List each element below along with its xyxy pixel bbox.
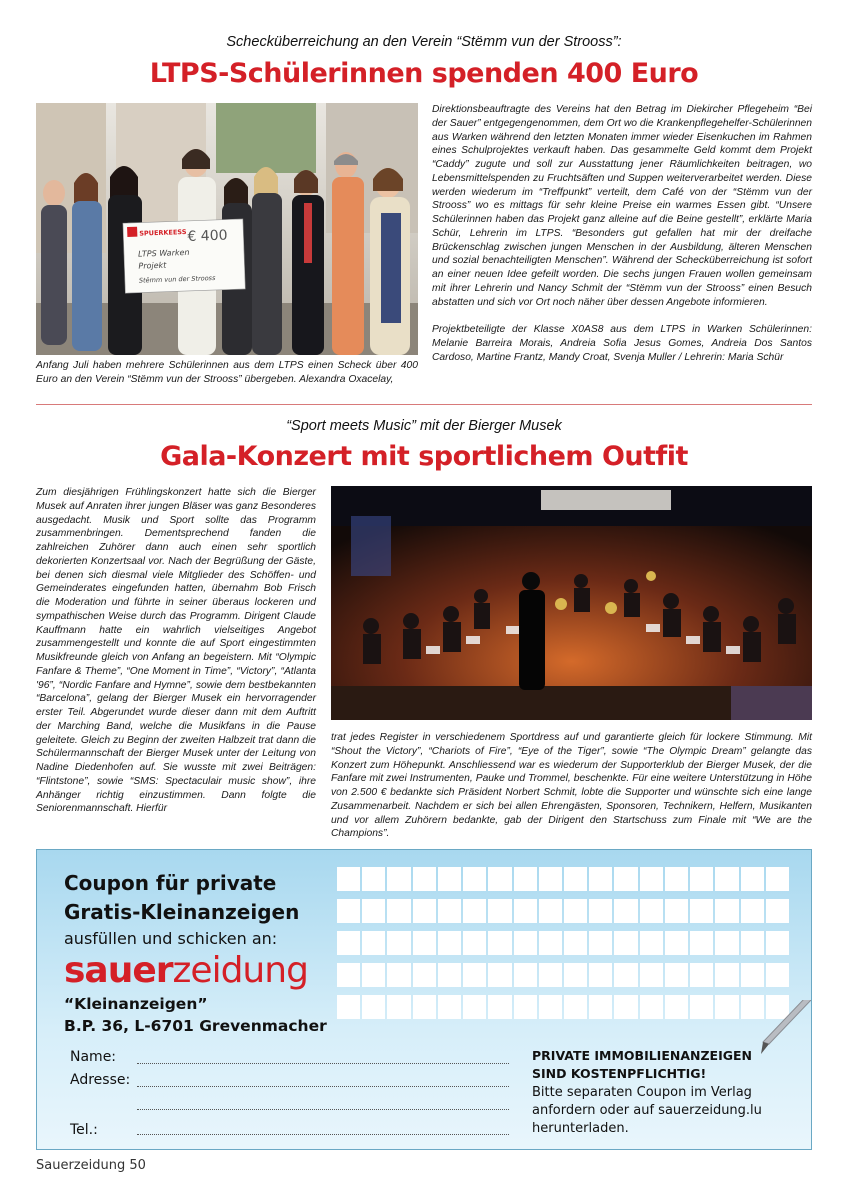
pen-icon: [753, 1000, 811, 1060]
cheque-line-1: LTPS Warken: [137, 247, 190, 259]
article2-column-left: [36, 486, 316, 816]
page-footer: Sauerzeidung 50: [36, 1158, 146, 1173]
article2-paragraph-right: trat jedes Register in verschiedenem Sportdress auf und garantierte gleich für lockere Stimmung. Mit “Shout the Victory”, “Chariots of Fire”, “Eye of the Tiger”, sowie “The Olympic Dream” gelangte das Konzert zum Höhepunkt. Anschliessend war es wiederum der Supporterklub der Bierger Musek, der die Fanfare mit zwei Instrumenten, Pauke und Trommel, beschenkte. Für eine weitere Unterstützung in Höhe von 2.500 € bedankte sich Präsident Norbert Schmit, lobte die Supporter und wünschte sich eine lange Zusammenarbeit. Nachdem er sich bei allen Ehrengästen, Sponsoren, Technikern, Helfern, Musikanten und vor allem Zuhörern bedankte, gab der Dirigent den Startschuss zum Finale mit “We are the Champions”.: [331, 732, 812, 840]
tel-field[interactable]: [137, 1134, 509, 1135]
notice-line-3: Bitte separaten Coupon im Verlag: [532, 1085, 752, 1100]
notice-line-1: PRIVATE IMMOBILIENANZEIGEN: [532, 1048, 752, 1063]
logo-part-2: zeidung: [172, 950, 308, 991]
coupon-title-line-2: Gratis-Kleinanzeigen: [64, 900, 300, 924]
cheque-line-3: Stëmm vun der Strooss: [138, 273, 216, 285]
section-divider: [36, 404, 812, 405]
article1-headline: LTPS-Schülerinnen spenden 400 Euro: [149, 58, 699, 89]
caption-text: Anfang Juli haben mehrere Schülerinnen aus dem LTPS einen Scheck über 400 Euro an den Verein “Stëmm vun der Strooss” übergeben. Alexandra Oxacelay,: [36, 360, 418, 385]
address-line-2: B.P. 36, L-6701 Grevenmacher: [64, 1017, 327, 1035]
notice-text: [532, 1084, 762, 1138]
article2-paragraph-left: Zum diesjährigen Frühlingskonzert hatte sich die Bierger Musek auf Anraten ihrer jungen Bläser was ganz Besonderes ausgedacht. Musik und Sport sollte das Programm zusammenbringen. Dementsprechend fanden die zahlreichen Zuhörer dann auch einen sehr sportlich dekorierten Konzertsaal vor. Nach der Begrüßung der Gäste, bei denen sich diesmal viele Mitglieder des Schöffen- und Gemeinderates eingefunden hatten, übernahm Bob Frisch die Moderation und führte in seiner überaus lockeren und sympathischen Weise durch das Programm. Dirigent Claude Kauffmann hatte ein wahrlich vielseitiges Angebot zusammengestellt und konnte die auf Sport eingestimmten Musikfreunde gleich von Anfang an begeistern. Mit “Olympic Fanfare & Theme”, “One Moment in Time”, “Victory”, “Atlanta '96”, “Nordic Fanfare and Hymne”, sowie dem bestbekannten “Barcelona”, gelang der Bierger Musek ein hervorragender erster Teil. Abgerundet wurde dieser dann mit dem Auftritt der Marching Band, welche die Musikfans in die Pause geleitete. Gleich zu Beginn der zweiten Halbzeit trat dann die Schülermannschaft der Bierger Musek unter der Leitung von Nadine Diedenhofen auf. Sie wusste mit zwei Beiträgen: “Flintstone”, sowie “SMS: Spectaculair music show”, ihre Anhänger richtig einzustimmen. Dann folgte die Seniorenmannschaft. Hierfür: [36, 487, 316, 815]
name-label: Name:: [70, 1049, 117, 1065]
coupon-grid-row-2[interactable]: [337, 899, 789, 923]
article2-photo: [331, 486, 812, 720]
article2-column-right: [331, 731, 812, 841]
coupon-grid-row-5[interactable]: [337, 995, 789, 1019]
cheque-amount: € 400: [187, 227, 228, 245]
article1-kicker: Schecküberreichung an den Verein “Stëmm vun der Strooss”:: [226, 34, 622, 50]
address-label: Adresse:: [70, 1072, 131, 1088]
address-field-line-1[interactable]: [137, 1086, 509, 1087]
group-photo-icon: [36, 103, 418, 355]
article1-body: [432, 103, 812, 365]
article1-paragraph-1: Direktionsbeauftragte des Vereins hat den Betrag im Diekircher Pflegeheim “Bei der Sauer” entgegengenommen, dem Ort wo die Krankenpflegehelfer-Schülerinnen aus Warken während den letzten Monaten immer wieder Eisenkuchen im Rahmen eines Schulprojektes verkauft haben. Das gesammelte Geld kommt dem Projekt “Caddy” zugute und soll zur Ausstattung jener Räumlichkeiten beitragen, wo Lebensmittelspenden zu Fruchtsäften und Suppen weiterverarbeitet werden. Diese werden wiederum im “Treffpunkt” verteilt, dem Café von der “Stëmm vun der Strooss” wo es mittags für sehr kleine Preise ein warmes Essen gibt. “Unsere Schülerinnen haben das Projekt ganz alleine auf die Beine gestellt”, erklärte Maria Schür, Lehrerin im LTPS. “Besonders gut gefallen hat mir der dreifache Brückenschlag zwischen jungen Menschen in der Ausbildung, älteren Menschen und sozial benachteiligten Menschen”. Während der Schecküberreichung ist sofort an einer neuen Idee gefeilt worden. Die sechs jungen Frauen wollen gemeinsam mit ihrer Lehrerin und Nancy Schmit der “Stëmm vun der Strooss” einen Besuch abstatten und sich vor Ort noch näher über dessen Angebote informieren.: [432, 104, 812, 308]
name-field[interactable]: [137, 1063, 509, 1064]
article2-kicker: “Sport meets Music” mit der Bierger Musek: [286, 418, 562, 434]
logo-part-1: sauer: [64, 950, 173, 991]
coupon-subtitle: ausfüllen und schicken an:: [64, 929, 278, 948]
notice-heading: [532, 1047, 752, 1083]
coupon-title-line-1: Coupon für private: [64, 871, 277, 895]
sauerzeidung-logo: [64, 950, 308, 991]
cheque-line-2: Projekt: [138, 260, 167, 271]
notice-line-2: SIND KOSTENPFLICHTIG!: [532, 1066, 707, 1081]
coupon-grid-row-1[interactable]: [337, 867, 789, 891]
address-field-line-2[interactable]: [137, 1109, 509, 1110]
coupon-grid-row-3[interactable]: [337, 931, 789, 955]
article1-caption: [36, 359, 418, 387]
coupon-grid-row-4[interactable]: [337, 963, 789, 987]
article1-paragraph-2: Projektbeteiligte der Klasse X0AS8 aus dem LTPS in Warken Schülerinnen: Melanie Barreira Morais, Andreia Sofia Jesus Gomes, Andreia Dos Santos Cardoso, Martine Frantz, Mandy Croat, Svenja Muller / Lehrerin: Maria Schür: [432, 324, 812, 363]
concert-photo-icon: [331, 486, 812, 720]
notice-line-4: anfordern oder auf sauerzeidung.lu: [532, 1103, 762, 1118]
coupon-box: [36, 849, 812, 1150]
cheque-bank-label: SPUERKEESS: [139, 227, 187, 238]
tel-label: Tel.:: [70, 1122, 98, 1138]
article2-headline: Gala-Konzert mit sportlichem Outfit: [160, 441, 688, 472]
notice-line-5: herunterladen.: [532, 1121, 629, 1136]
article1-photo: [36, 103, 418, 355]
address-line-1: “Kleinanzeigen”: [64, 995, 208, 1013]
